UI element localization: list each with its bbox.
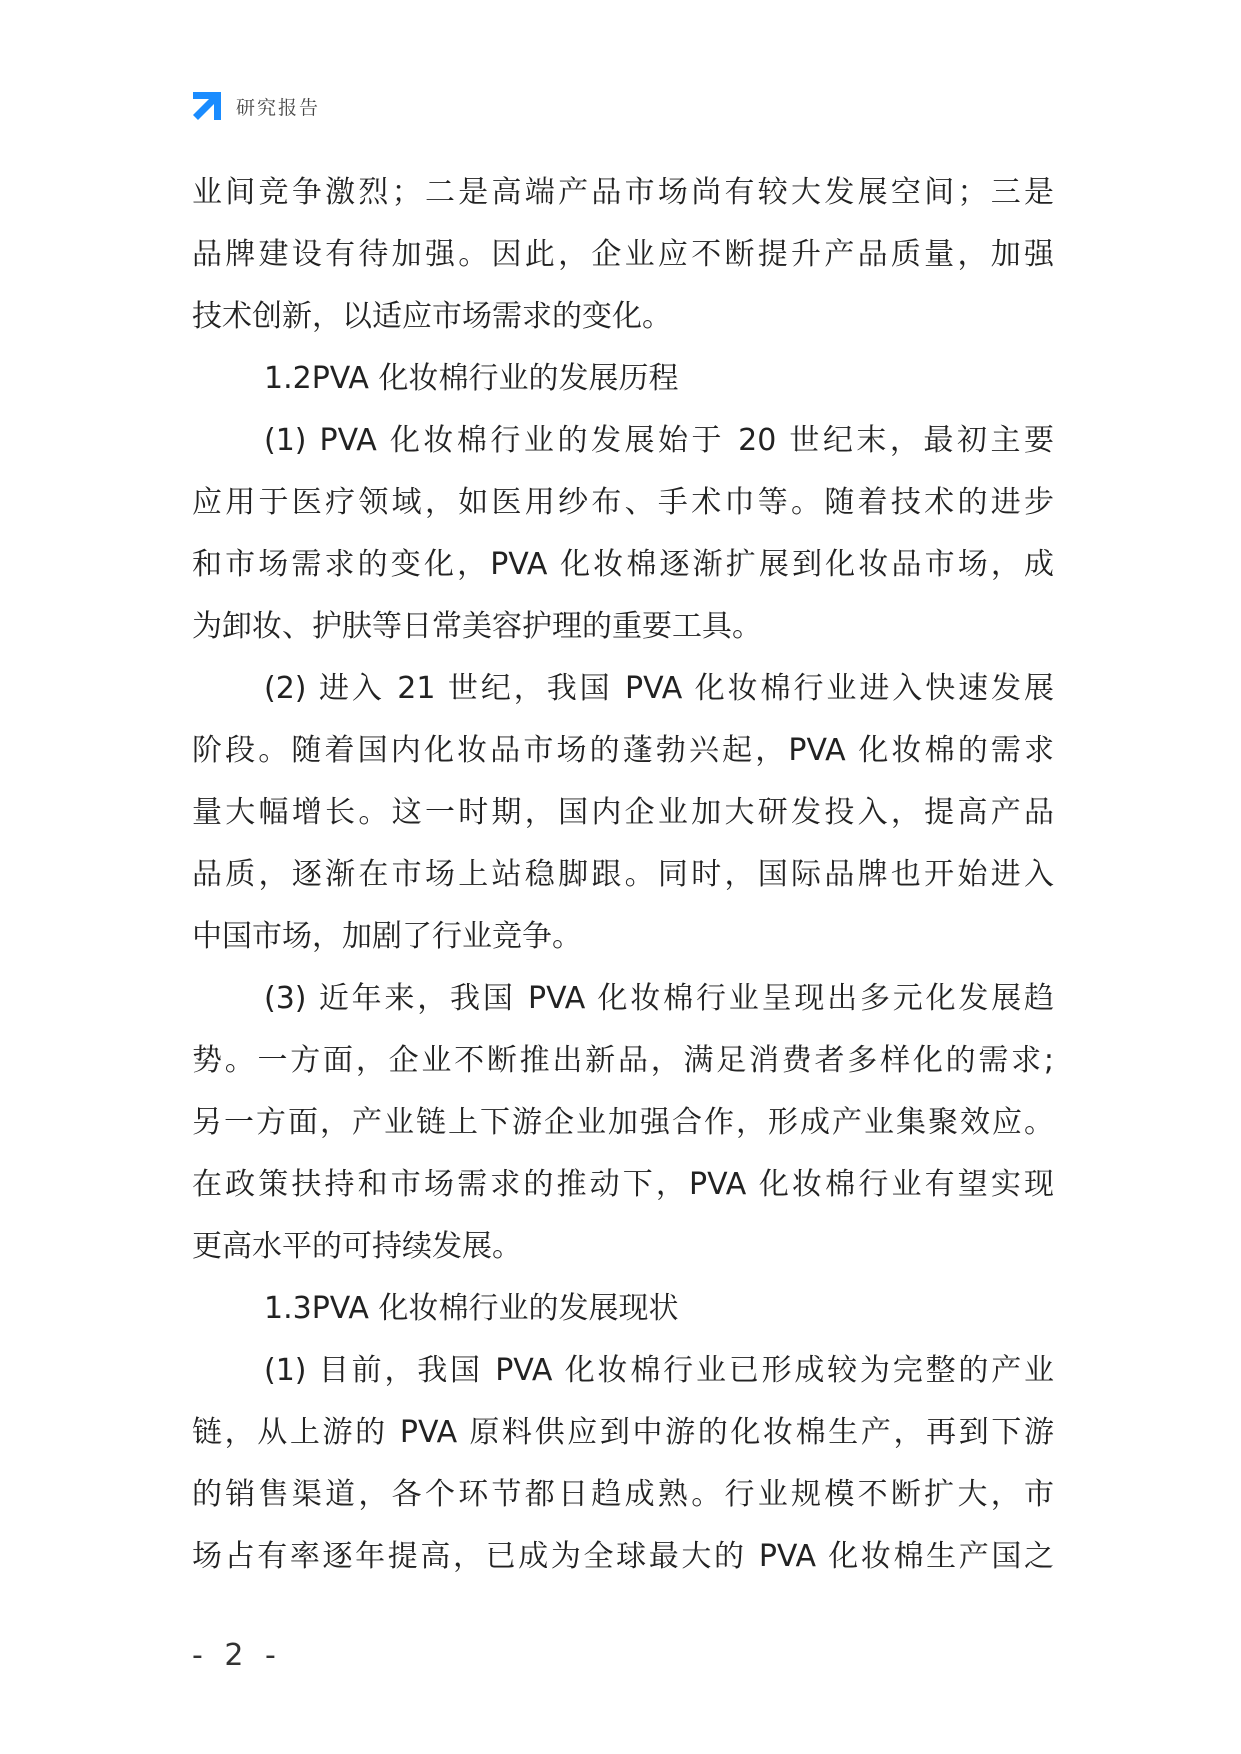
paragraph-line: 和市场需求的变化，PVA 化妆棉逐渐扩展到化妆品市场，成 — [192, 547, 1054, 582]
paragraph-line: 应用于医疗领域，如医用纱布、手术巾等。随着技术的进步 — [192, 485, 1054, 520]
page-number: - 2 - — [192, 1638, 282, 1673]
section-heading: 1.3PVA 化妆棉行业的发展现状 — [264, 1291, 679, 1326]
paragraph-line: 技术创新，以适应市场需求的变化。 — [192, 299, 672, 334]
paragraph-line: 量大幅增长。这一时期，国内企业加大研发投入，提高产品 — [192, 795, 1054, 830]
paragraph-line: 另一方面，产业链上下游企业加强合作，形成产业集聚效应。 — [192, 1105, 1054, 1140]
paragraph-line: 阶段。随着国内化妆品市场的蓬勃兴起，PVA 化妆棉的需求 — [192, 733, 1054, 768]
paragraph-line: 品质，逐渐在市场上站稳脚跟。同时，国际品牌也开始进入 — [192, 857, 1054, 892]
arrow-up-right-icon — [190, 89, 224, 123]
paragraph-line: 品牌建设有待加强。因此，企业应不断提升产品质量，加强 — [192, 237, 1054, 272]
paragraph-line: 场占有率逐年提高，已成为全球最大的 PVA 化妆棉生产国之 — [192, 1539, 1054, 1574]
report-header — [190, 88, 320, 124]
paragraph-line: (3) 近年来，我国 PVA 化妆棉行业呈现出多元化发展趋 — [264, 981, 1054, 1016]
paragraph-line: 中国市场，加剧了行业竞争。 — [192, 919, 582, 954]
paragraph-line: 链，从上游的 PVA 原料供应到中游的化妆棉生产，再到下游 — [192, 1415, 1054, 1450]
paragraph-line: 为卸妆、护肤等日常美容护理的重要工具。 — [192, 609, 762, 644]
paragraph-line: (1) 目前，我国 PVA 化妆棉行业已形成较为完整的产业 — [264, 1353, 1054, 1388]
document-body — [192, 162, 1054, 1588]
paragraph-line: 更高水平的可持续发展。 — [192, 1229, 522, 1264]
paragraph-line: 在政策扶持和市场需求的推动下，PVA 化妆棉行业有望实现 — [192, 1167, 1054, 1202]
section-heading: 1.2PVA 化妆棉行业的发展历程 — [264, 361, 679, 396]
paragraph-line: (2) 进入 21 世纪，我国 PVA 化妆棉行业进入快速发展 — [264, 671, 1054, 706]
paragraph-line: 业间竞争激烈；二是高端产品市场尚有较大发展空间；三是 — [192, 175, 1054, 210]
paragraph-line: 势。一方面，企业不断推出新品，满足消费者多样化的需求; — [192, 1043, 1054, 1078]
paragraph-line: (1) PVA 化妆棉行业的发展始于 20 世纪末，最初主要 — [264, 423, 1054, 458]
paragraph-line: 的销售渠道，各个环节都日趋成熟。行业规模不断扩大，市 — [192, 1477, 1054, 1512]
header-title: 研究报告 — [236, 96, 321, 119]
